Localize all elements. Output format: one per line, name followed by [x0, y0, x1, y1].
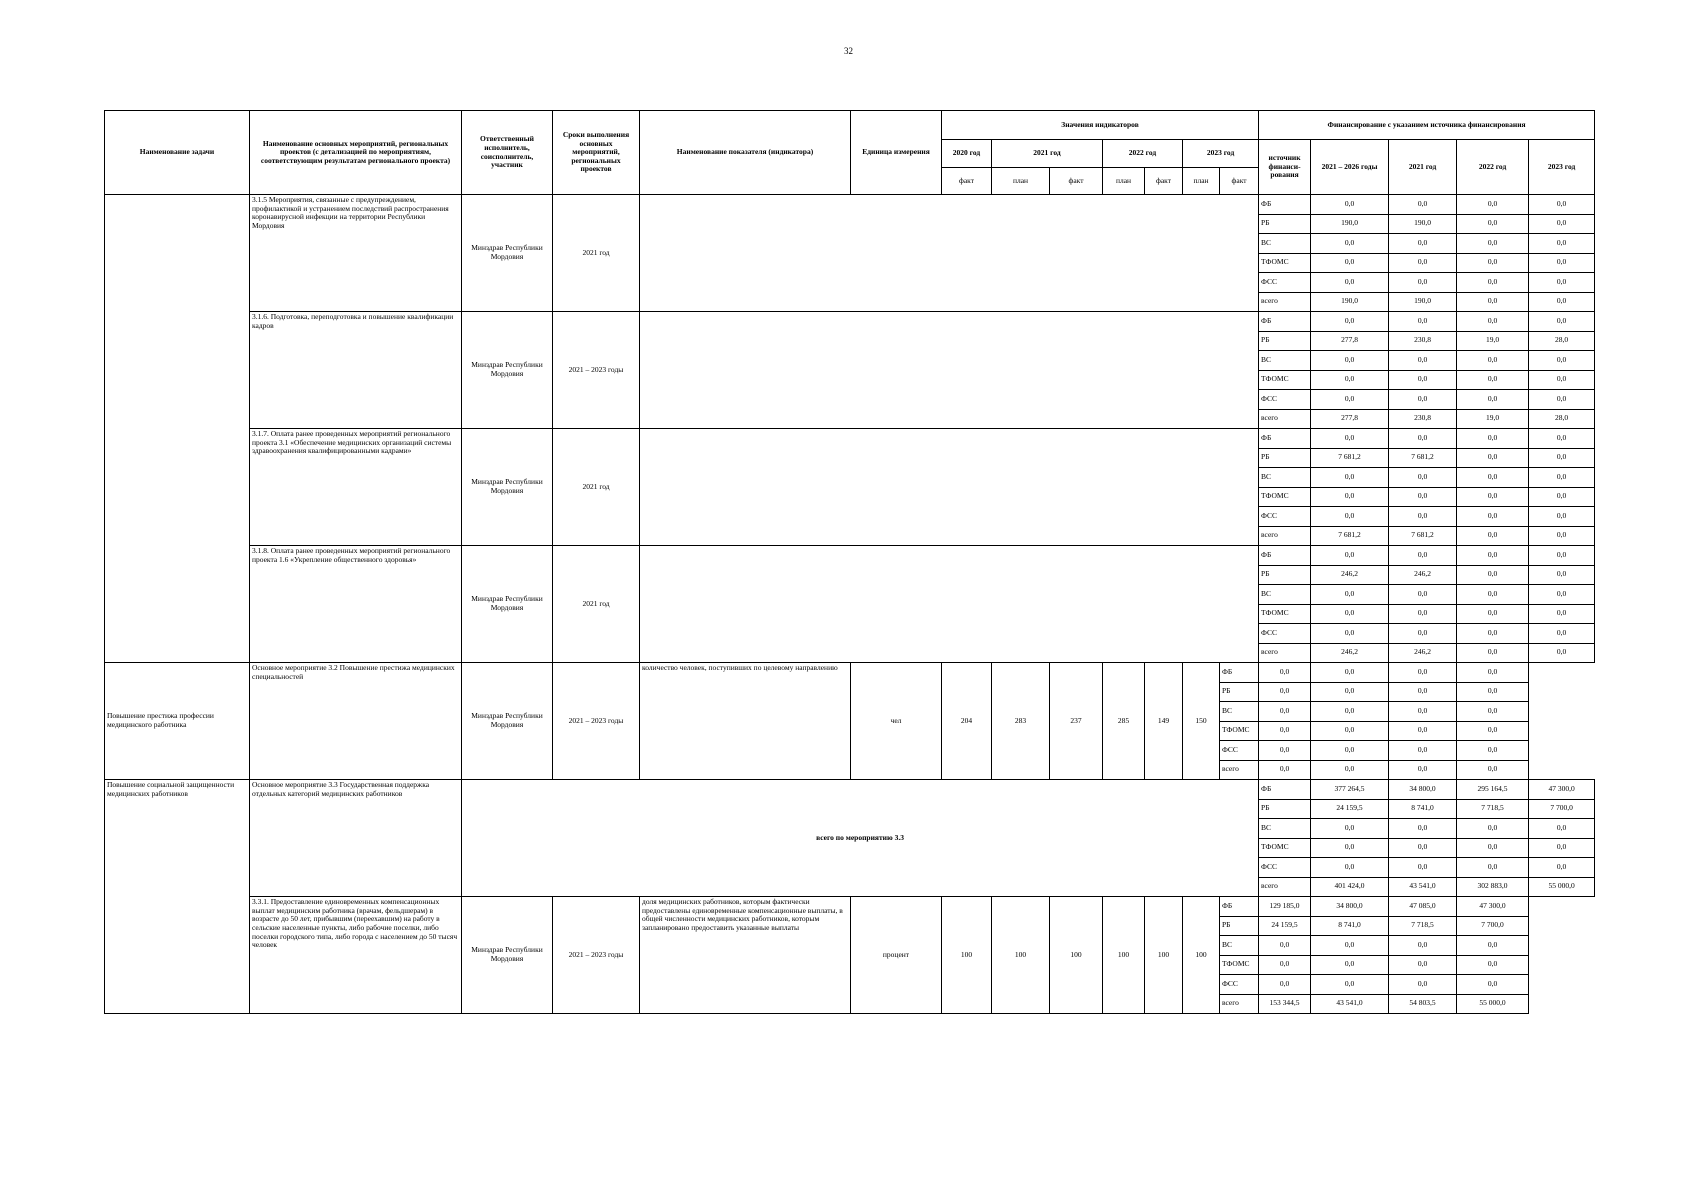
financing-value-cell: 0,0 — [1311, 702, 1389, 722]
financing-value-cell: 0,0 — [1457, 604, 1529, 624]
source-cell: ВС — [1259, 468, 1311, 488]
financing-value-cell: 0,0 — [1311, 682, 1389, 702]
source-cell: РБ — [1259, 448, 1311, 468]
financing-value-cell: 0,0 — [1529, 370, 1595, 390]
header-2022-fact: факт — [1145, 168, 1183, 195]
financing-value-cell: 0,0 — [1311, 936, 1389, 956]
source-cell: ФСС — [1259, 273, 1311, 293]
financing-value-cell: 0,0 — [1389, 468, 1457, 488]
empty-indicator-cell — [640, 195, 1259, 312]
source-cell: ТФОМС — [1220, 721, 1259, 741]
financing-value-cell: 0,0 — [1529, 448, 1595, 468]
source-cell: ТФОМС — [1220, 955, 1259, 975]
header-fin-2022: 2022 год — [1457, 140, 1529, 195]
financing-value-cell: 0,0 — [1259, 702, 1311, 722]
financing-value-cell: 47 300,0 — [1457, 897, 1529, 917]
source-cell: ВС — [1220, 936, 1259, 956]
financing-value-cell: 246,2 — [1311, 643, 1389, 663]
financing-value-cell: 34 800,0 — [1311, 897, 1389, 917]
header-total-period: 2021 – 2026 годы — [1311, 140, 1389, 195]
indicator-value-cell: 150 — [1183, 663, 1220, 780]
financing-value-cell: 0,0 — [1457, 565, 1529, 585]
activity-cell: Основное мероприятие 3.3 Государственная поддержка отдельных категорий медицинских работников — [250, 780, 462, 897]
financing-value-cell: 0,0 — [1529, 312, 1595, 332]
financing-value-cell: 0,0 — [1311, 195, 1389, 215]
table-row — [105, 429, 1595, 449]
financing-value-cell: 0,0 — [1311, 468, 1389, 488]
financing-value-cell: 7 681,2 — [1311, 526, 1389, 546]
financing-value-cell: 0,0 — [1259, 663, 1311, 683]
source-cell: ВС — [1259, 585, 1311, 605]
financing-value-cell: 277,8 — [1311, 409, 1389, 429]
financing-value-cell: 302 883,0 — [1457, 877, 1529, 897]
financing-value-cell: 0,0 — [1311, 253, 1389, 273]
indicator-value-cell: 283 — [992, 663, 1050, 780]
financing-value-cell: 0,0 — [1529, 507, 1595, 527]
financing-value-cell: 377 264,5 — [1311, 780, 1389, 800]
financing-value-cell: 0,0 — [1529, 273, 1595, 293]
terms-cell: 2021 год — [553, 546, 640, 663]
financing-value-cell: 0,0 — [1311, 390, 1389, 410]
financing-value-cell: 0,0 — [1389, 624, 1457, 644]
financing-value-cell: 0,0 — [1389, 955, 1457, 975]
financing-value-cell: 0,0 — [1457, 546, 1529, 566]
indicator-value-cell: 237 — [1050, 663, 1103, 780]
header-2022-plan: план — [1103, 168, 1145, 195]
source-cell: ФБ — [1220, 897, 1259, 917]
executor-cell: Минздрав Республики Мордовия — [462, 312, 553, 429]
financing-value-cell: 0,0 — [1529, 390, 1595, 410]
financing-value-cell: 0,0 — [1311, 624, 1389, 644]
financing-value-cell: 401 424,0 — [1311, 877, 1389, 897]
executor-cell: Минздрав Республики Мордовия — [462, 195, 553, 312]
financing-value-cell: 0,0 — [1457, 253, 1529, 273]
financing-value-cell: 0,0 — [1311, 741, 1389, 761]
empty-indicator-cell — [640, 429, 1259, 546]
source-cell: ФСС — [1220, 975, 1259, 995]
financing-value-cell: 0,0 — [1389, 936, 1457, 956]
executor-cell: Минздрав Республики Мордовия — [462, 429, 553, 546]
table-row — [105, 897, 1595, 917]
financing-value-cell: 0,0 — [1311, 487, 1389, 507]
activity-cell: 3.1.5 Мероприятия, связанные с предупреждением, профилактикой и устранением последствий распространения коронавирусной инфекции на территории Республики Мордовия — [250, 195, 462, 312]
financing-value-cell: 0,0 — [1389, 975, 1457, 995]
financing-value-cell: 0,0 — [1457, 526, 1529, 546]
financing-value-cell: 19,0 — [1457, 409, 1529, 429]
financing-value-cell: 0,0 — [1311, 721, 1389, 741]
financing-value-cell: 0,0 — [1259, 741, 1311, 761]
financing-value-cell: 0,0 — [1457, 370, 1529, 390]
source-cell: всего — [1259, 877, 1311, 897]
activity-cell: 3.1.6. Подготовка, переподготовка и повышение квалификации кадров — [250, 312, 462, 429]
financing-value-cell: 0,0 — [1457, 390, 1529, 410]
source-cell: ТФОМС — [1259, 838, 1311, 858]
header-indicator: Наименование показателя (индикатора) — [640, 111, 851, 195]
source-cell: ТФОМС — [1259, 604, 1311, 624]
table-row — [105, 312, 1595, 332]
indicator-value-cell: 100 — [1103, 897, 1145, 1014]
financing-value-cell: 0,0 — [1457, 351, 1529, 371]
source-cell: ФБ — [1259, 780, 1311, 800]
financing-value-cell: 0,0 — [1457, 819, 1529, 839]
financing-value-cell: 0,0 — [1529, 819, 1595, 839]
financing-value-cell: 0,0 — [1389, 663, 1457, 683]
source-cell: ВС — [1220, 702, 1259, 722]
financing-value-cell: 0,0 — [1259, 936, 1311, 956]
indicator-value-cell: 100 — [1145, 897, 1183, 1014]
financing-value-cell: 0,0 — [1389, 760, 1457, 780]
source-cell: ВС — [1259, 234, 1311, 254]
source-cell: РБ — [1220, 682, 1259, 702]
task-cell: Повышение социальной защищенности медицинских работников — [105, 780, 250, 1014]
financing-value-cell: 277,8 — [1311, 331, 1389, 351]
financing-value-cell: 246,2 — [1389, 643, 1457, 663]
unit-cell: процент — [851, 897, 942, 1014]
terms-cell: 2021 – 2023 годы — [553, 312, 640, 429]
empty-indicator-cell — [640, 312, 1259, 429]
financing-value-cell: 0,0 — [1457, 838, 1529, 858]
financing-value-cell: 7 700,0 — [1529, 799, 1595, 819]
financing-value-cell: 0,0 — [1389, 273, 1457, 293]
financing-value-cell: 0,0 — [1389, 819, 1457, 839]
financing-value-cell: 0,0 — [1457, 741, 1529, 761]
financing-value-cell: 0,0 — [1311, 975, 1389, 995]
financing-value-cell: 0,0 — [1389, 858, 1457, 878]
header-year-2020: 2020 год — [942, 140, 992, 168]
financing-value-cell: 7 718,5 — [1457, 799, 1529, 819]
indicator-cell: доля медицинских работников, которым фактически предоставлены единовременные компенсационные выплаты, в общей численности медицинских работников, которым запланировано предоставить указанные выплаты — [640, 897, 851, 1014]
indicator-value-cell: 285 — [1103, 663, 1145, 780]
financing-value-cell: 129 185,0 — [1259, 897, 1311, 917]
header-terms: Сроки выполнения основных мероприятий, региональных проектов — [553, 111, 640, 195]
financing-value-cell: 47 085,0 — [1389, 897, 1457, 917]
financing-value-cell: 230,8 — [1389, 409, 1457, 429]
header-task: Наименование задачи — [105, 111, 250, 195]
financing-value-cell: 0,0 — [1311, 838, 1389, 858]
financing-value-cell: 19,0 — [1457, 331, 1529, 351]
header-fin-2023: 2023 год — [1529, 140, 1595, 195]
financing-value-cell: 0,0 — [1457, 214, 1529, 234]
financing-value-cell: 0,0 — [1389, 682, 1457, 702]
financing-value-cell: 0,0 — [1311, 370, 1389, 390]
financing-value-cell: 0,0 — [1311, 234, 1389, 254]
financing-value-cell: 28,0 — [1529, 331, 1595, 351]
source-cell: РБ — [1220, 916, 1259, 936]
header-2021-plan: план — [992, 168, 1050, 195]
financing-value-cell: 0,0 — [1529, 351, 1595, 371]
financing-value-cell: 190,0 — [1389, 214, 1457, 234]
financing-value-cell: 0,0 — [1389, 507, 1457, 527]
financing-value-cell: 34 800,0 — [1389, 780, 1457, 800]
financing-value-cell: 246,2 — [1311, 565, 1389, 585]
table-row — [105, 546, 1595, 566]
task-cell: Повышение престижа профессии медицинского работника — [105, 663, 250, 780]
financing-value-cell: 0,0 — [1457, 682, 1529, 702]
financing-value-cell: 0,0 — [1389, 370, 1457, 390]
financing-value-cell: 0,0 — [1529, 253, 1595, 273]
financing-value-cell: 0,0 — [1311, 760, 1389, 780]
financing-value-cell: 0,0 — [1529, 546, 1595, 566]
page-number: 32 — [844, 46, 853, 56]
financing-value-cell: 0,0 — [1259, 760, 1311, 780]
terms-cell: 2021 год — [553, 429, 640, 546]
financing-value-cell: 43 541,0 — [1311, 994, 1389, 1014]
financing-value-cell: 54 803,5 — [1389, 994, 1457, 1014]
financing-value-cell: 190,0 — [1311, 292, 1389, 312]
financing-value-cell: 0,0 — [1389, 429, 1457, 449]
source-cell: ФСС — [1259, 507, 1311, 527]
executor-cell: Минздрав Республики Мордовия — [462, 897, 553, 1014]
financing-value-cell: 0,0 — [1389, 487, 1457, 507]
financing-value-cell: 230,8 — [1389, 331, 1457, 351]
program-table-sheet — [104, 110, 1594, 1014]
financing-value-cell: 190,0 — [1389, 292, 1457, 312]
table-row — [105, 780, 1595, 800]
header-activity: Наименование основных мероприятий, региональных проектов (с детализацией по мероприятиям, соответствующим результатам регионального проекта) — [250, 111, 462, 195]
source-cell: ТФОМС — [1259, 370, 1311, 390]
source-cell: ФСС — [1259, 624, 1311, 644]
financing-value-cell: 0,0 — [1457, 468, 1529, 488]
financing-value-cell: 190,0 — [1311, 214, 1389, 234]
financing-value-cell: 7 718,5 — [1389, 916, 1457, 936]
financing-value-cell: 0,0 — [1457, 663, 1529, 683]
activity-cell: 3.1.8. Оплата ранее проведенных мероприятий регионального проекта 1.6 «Укрепление общественного здоровья» — [250, 546, 462, 663]
financing-value-cell: 246,2 — [1389, 565, 1457, 585]
header-2023-fact: факт — [1220, 168, 1259, 195]
financing-value-cell: 0,0 — [1389, 604, 1457, 624]
financing-value-cell: 0,0 — [1457, 273, 1529, 293]
header-financing: Финансирование с указанием источника финансирования — [1259, 111, 1595, 140]
financing-value-cell: 0,0 — [1259, 682, 1311, 702]
financing-value-cell: 0,0 — [1529, 429, 1595, 449]
financing-value-cell: 7 700,0 — [1457, 916, 1529, 936]
financing-value-cell: 0,0 — [1389, 702, 1457, 722]
financing-value-cell: 0,0 — [1389, 312, 1457, 332]
financing-value-cell: 0,0 — [1311, 663, 1389, 683]
financing-value-cell: 24 159,5 — [1311, 799, 1389, 819]
indicator-value-cell: 100 — [942, 897, 992, 1014]
financing-value-cell: 0,0 — [1457, 936, 1529, 956]
header-executor: Ответственный исполнитель, соисполнитель, участник — [462, 111, 553, 195]
financing-value-cell: 0,0 — [1529, 526, 1595, 546]
source-cell: ВС — [1259, 351, 1311, 371]
source-cell: ФСС — [1220, 741, 1259, 761]
financing-value-cell: 0,0 — [1389, 253, 1457, 273]
financing-value-cell: 0,0 — [1259, 955, 1311, 975]
financing-value-cell: 0,0 — [1457, 858, 1529, 878]
financing-value-cell: 0,0 — [1529, 585, 1595, 605]
source-cell: всего — [1259, 526, 1311, 546]
source-cell: ФБ — [1259, 195, 1311, 215]
table-header — [105, 111, 1595, 195]
financing-value-cell: 0,0 — [1311, 858, 1389, 878]
source-cell: ФБ — [1259, 312, 1311, 332]
financing-value-cell: 0,0 — [1529, 858, 1595, 878]
financing-value-cell: 7 681,2 — [1311, 448, 1389, 468]
source-cell: всего — [1220, 760, 1259, 780]
financing-value-cell: 0,0 — [1529, 624, 1595, 644]
financing-value-cell: 0,0 — [1389, 234, 1457, 254]
table-row — [105, 663, 1595, 683]
terms-cell: 2021 – 2023 годы — [553, 897, 640, 1014]
header-2023-plan: план — [1183, 168, 1220, 195]
financing-value-cell: 55 000,0 — [1529, 877, 1595, 897]
source-cell: ФБ — [1259, 429, 1311, 449]
financing-value-cell: 0,0 — [1529, 234, 1595, 254]
indicator-value-cell: 204 — [942, 663, 992, 780]
financing-value-cell: 0,0 — [1457, 643, 1529, 663]
financing-value-cell: 0,0 — [1457, 975, 1529, 995]
source-cell: РБ — [1259, 214, 1311, 234]
financing-value-cell: 0,0 — [1311, 955, 1389, 975]
financing-value-cell: 0,0 — [1529, 214, 1595, 234]
source-cell: ФСС — [1259, 858, 1311, 878]
financing-value-cell: 0,0 — [1457, 507, 1529, 527]
source-cell: ТФОМС — [1259, 253, 1311, 273]
header-year-2023: 2023 год — [1183, 140, 1259, 168]
financing-value-cell: 0,0 — [1529, 468, 1595, 488]
financing-value-cell: 0,0 — [1457, 721, 1529, 741]
source-cell: ФБ — [1220, 663, 1259, 683]
header-indicator-values: Значения индикаторов — [942, 111, 1259, 140]
financing-value-cell: 0,0 — [1529, 195, 1595, 215]
financing-value-cell: 0,0 — [1389, 585, 1457, 605]
indicator-value-cell: 100 — [1050, 897, 1103, 1014]
financing-value-cell: 0,0 — [1457, 429, 1529, 449]
financing-value-cell: 153 344,5 — [1259, 994, 1311, 1014]
executor-cell: Минздрав Республики Мордовия — [462, 663, 553, 780]
financing-value-cell: 0,0 — [1457, 312, 1529, 332]
financing-value-cell: 0,0 — [1311, 429, 1389, 449]
financing-value-cell: 0,0 — [1389, 390, 1457, 410]
terms-cell: 2021 – 2023 годы — [553, 663, 640, 780]
source-cell: РБ — [1259, 565, 1311, 585]
indicator-value-cell: 149 — [1145, 663, 1183, 780]
header-year-2021: 2021 год — [992, 140, 1103, 168]
activity-cell: 3.1.7. Оплата ранее проведенных мероприятий регионального проекта 3.1 «Обеспечение медицинских организаций системы здравоохранения квалифицированными кадрами» — [250, 429, 462, 546]
financing-value-cell: 7 681,2 — [1389, 526, 1457, 546]
financing-value-cell: 0,0 — [1457, 702, 1529, 722]
financing-value-cell: 8 741,0 — [1389, 799, 1457, 819]
financing-value-cell: 43 541,0 — [1389, 877, 1457, 897]
financing-value-cell: 0,0 — [1457, 487, 1529, 507]
financing-value-cell: 0,0 — [1389, 838, 1457, 858]
financing-value-cell: 0,0 — [1311, 546, 1389, 566]
header-2020-fact: факт — [942, 168, 992, 195]
financing-value-cell: 0,0 — [1311, 819, 1389, 839]
header-year-2022: 2022 год — [1103, 140, 1183, 168]
financing-value-cell: 0,0 — [1529, 292, 1595, 312]
financing-value-cell: 0,0 — [1529, 643, 1595, 663]
source-cell: ФСС — [1259, 390, 1311, 410]
table-row — [105, 195, 1595, 215]
source-cell: ФБ — [1259, 546, 1311, 566]
financing-value-cell: 295 164,5 — [1457, 780, 1529, 800]
activity-cell: 3.3.1. Предоставление единовременных компенсационных выплат медицинским работника (врачам, фельдшерам) в возрасте до 50 лет, прибывшим (переехавшим) на работу в сельские населенные пункты, либо рабочие поселки, либо поселки городского типа, либо города с населением до 50 тысяч человек — [250, 897, 462, 1014]
financing-value-cell: 55 000,0 — [1457, 994, 1529, 1014]
financing-value-cell: 0,0 — [1457, 624, 1529, 644]
financing-value-cell: 0,0 — [1311, 351, 1389, 371]
financing-value-cell: 0,0 — [1311, 604, 1389, 624]
financing-value-cell: 24 159,5 — [1259, 916, 1311, 936]
terms-cell: 2021 год — [553, 195, 640, 312]
program-table — [104, 110, 1595, 1014]
source-cell: всего — [1259, 643, 1311, 663]
financing-value-cell: 0,0 — [1311, 273, 1389, 293]
financing-value-cell: 0,0 — [1259, 721, 1311, 741]
financing-value-cell: 0,0 — [1389, 741, 1457, 761]
source-cell: всего — [1220, 994, 1259, 1014]
activity-total-label: всего по мероприятию 3.3 — [462, 780, 1259, 897]
financing-value-cell: 0,0 — [1311, 312, 1389, 332]
financing-value-cell: 0,0 — [1389, 351, 1457, 371]
financing-value-cell: 0,0 — [1457, 955, 1529, 975]
financing-value-cell: 0,0 — [1311, 585, 1389, 605]
financing-value-cell: 0,0 — [1457, 760, 1529, 780]
source-cell: ТФОМС — [1259, 487, 1311, 507]
financing-value-cell: 0,0 — [1389, 721, 1457, 741]
task-cell — [105, 195, 250, 663]
financing-value-cell: 0,0 — [1529, 604, 1595, 624]
source-cell: РБ — [1259, 799, 1311, 819]
financing-value-cell: 0,0 — [1529, 565, 1595, 585]
source-cell: всего — [1259, 409, 1311, 429]
financing-value-cell: 0,0 — [1389, 546, 1457, 566]
header-fin-2021: 2021 год — [1389, 140, 1457, 195]
source-cell: РБ — [1259, 331, 1311, 351]
indicator-cell: количество человек, поступивших по целевому направлению — [640, 663, 851, 780]
financing-value-cell: 0,0 — [1259, 975, 1311, 995]
financing-value-cell: 0,0 — [1457, 195, 1529, 215]
header-2021-fact: факт — [1050, 168, 1103, 195]
financing-value-cell: 0,0 — [1457, 448, 1529, 468]
financing-value-cell: 0,0 — [1457, 585, 1529, 605]
table-body — [105, 195, 1595, 1014]
activity-cell: Основное мероприятие 3.2 Повышение престижа медицинских специальностей — [250, 663, 462, 780]
financing-value-cell: 28,0 — [1529, 409, 1595, 429]
header-source: источник финанси-рования — [1259, 140, 1311, 195]
financing-value-cell: 8 741,0 — [1311, 916, 1389, 936]
indicator-value-cell: 100 — [1183, 897, 1220, 1014]
financing-value-cell: 0,0 — [1457, 292, 1529, 312]
empty-indicator-cell — [640, 546, 1259, 663]
source-cell: всего — [1259, 292, 1311, 312]
unit-cell: чел — [851, 663, 942, 780]
financing-value-cell: 0,0 — [1529, 838, 1595, 858]
financing-value-cell: 47 300,0 — [1529, 780, 1595, 800]
executor-cell: Минздрав Республики Мордовия — [462, 546, 553, 663]
financing-value-cell: 0,0 — [1389, 195, 1457, 215]
financing-value-cell: 0,0 — [1457, 234, 1529, 254]
financing-value-cell: 7 681,2 — [1389, 448, 1457, 468]
financing-value-cell: 0,0 — [1311, 507, 1389, 527]
source-cell: ВС — [1259, 819, 1311, 839]
header-unit: Единица измерения — [851, 111, 942, 195]
indicator-value-cell: 100 — [992, 897, 1050, 1014]
financing-value-cell: 0,0 — [1529, 487, 1595, 507]
